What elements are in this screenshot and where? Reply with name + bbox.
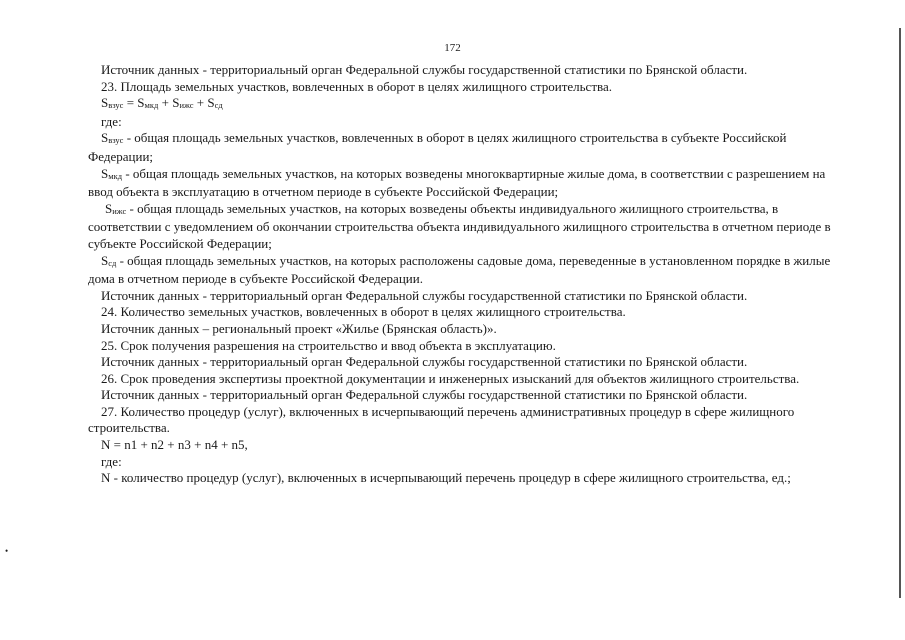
paragraph-source-1: Источник данных - территориальный орган Федеральной службы государственной статистики по Брянской области.: [101, 62, 748, 77]
formula-land-area: Sвзус = Sмкд + Sижс + Sсд: [101, 95, 223, 111]
paragraph-source-4: Источник данных - территориальный орган Федеральной службы государственной статистики по Брянской области.: [101, 354, 748, 370]
paragraph-source-3: Источник данных – региональный проект «Жилье (Брянская область)».: [101, 320, 497, 336]
page-edge-line: [899, 28, 901, 598]
where-label: где:: [101, 113, 122, 129]
paragraph-item-26: 26. Срок проведения экспертизы проектной документации и инженерных изысканий для объектов жилищного строительства.: [101, 370, 800, 386]
paragraph-source-2: Источник данных - территориальный орган Федеральной службы государственной статистики по Брянской области.: [101, 287, 748, 303]
document-body: [88, 62, 848, 487]
definition-s-mkd: Sмкд - общая площадь земельных участков, на которых возведены многоквартирные жилые дома, в соответствии с разрешением на ввод объекта в эксплуатацию в отчетном периоде в субъекте Российской Федерации;: [88, 165, 826, 200]
paragraph-item-24: 24. Количество земельных участков, вовлеченных в оборот в целях жилищного строительства.: [101, 304, 626, 320]
definition-s-sd: Sсд - общая площадь земельных участков, на которых расположены садовые дома, переведенные в установленном порядке в жилые дома в отчетном периоде в субъекте Российской Федерации.: [88, 252, 831, 287]
paragraph-item-25: 25. Срок получения разрешения на строительство и ввод объекта в эксплуатацию.: [101, 337, 556, 353]
where-label-2: где:: [101, 453, 122, 469]
definition-s-vzus: Sвзус - общая площадь земельных участков, вовлеченных в оборот в целях жилищного строительства в субъекте Российской Федерации;: [88, 130, 787, 164]
paragraph-item-23: 23. Площадь земельных участков, вовлеченных в оборот в целях жилищного строительства.: [101, 78, 612, 94]
definition-s-izhs: Sижс - общая площадь земельных участков, на которых возведены объекты индивидуального жилищного строительства, в соответствии с уведомлением об окончании строительства объекта индивидуального жилищного строительства в отчетном периоде в субъекте Российской Федерации;: [88, 200, 831, 251]
definition-n: N - количество процедур (услуг), включенных в исчерпывающий перечень процедур в сфере жилищного строительства, ед.;: [101, 470, 791, 486]
margin-mark: •: [5, 546, 9, 556]
page-number: 172: [444, 42, 461, 54]
paragraph-source-5: Источник данных - территориальный орган Федеральной службы государственной статистики по Брянской области.: [101, 387, 748, 403]
formula-procedures: N = n1 + n2 + n3 + n4 + n5,: [101, 437, 248, 453]
paragraph-item-27: 27. Количество процедур (услуг), включенных в исчерпывающий перечень административных процедур в сфере жилищного строительства.: [88, 403, 795, 436]
